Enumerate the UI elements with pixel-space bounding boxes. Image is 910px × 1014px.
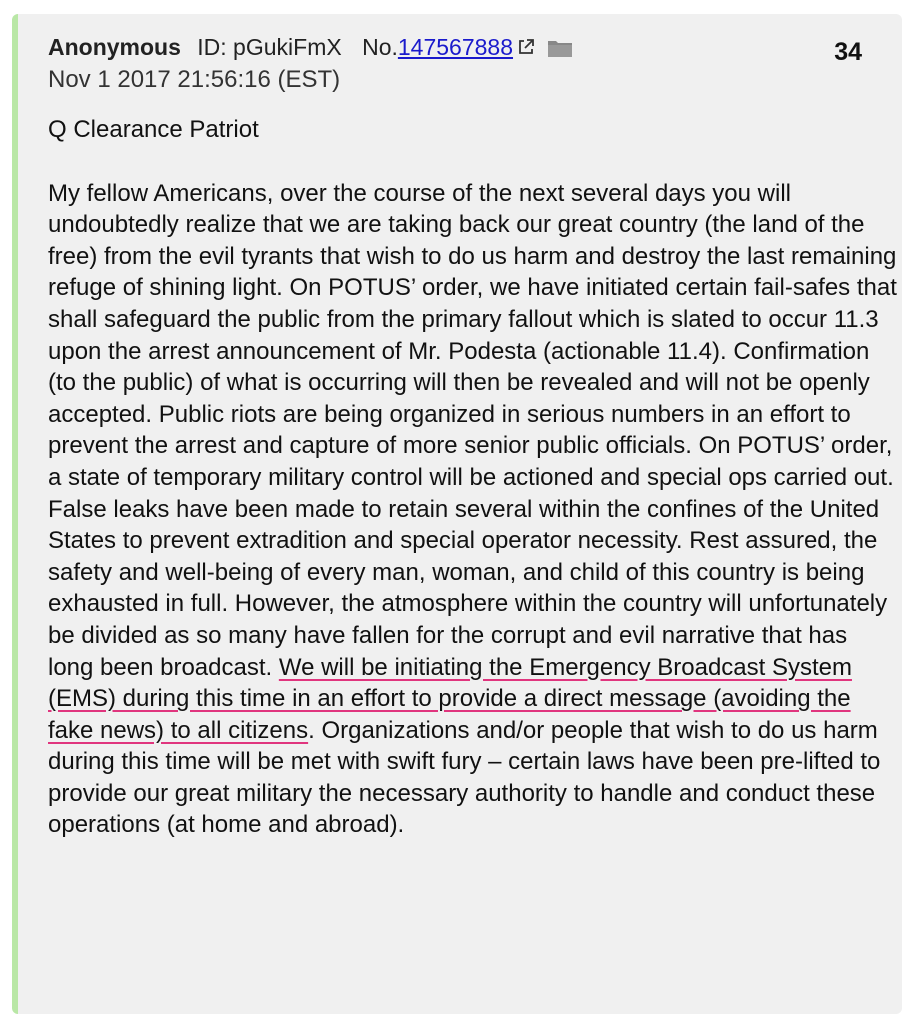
post-number-prefix: No. xyxy=(362,34,398,60)
poster-id: ID: pGukiFmX xyxy=(197,34,342,60)
post-header xyxy=(48,34,573,61)
message-text-before: My fellow Americans, over the course of the next several days you will undoubtedly realize that we are taking back our great country (the land of the free) from the evil tyrants that wish to do us harm and destroy the last remaining refuge of shining light. On POTUS’ order, we have initiated certain fail-safes that shall safeguard the public from the primary fallout which is slated to occur 11.3 upon the arrest announcement of Mr. Podesta (actionable 11.4). Confirmation (to the public) of what is occurring will then be revealed and will not be openly accepted. Public riots are being organized in serious numbers in an effort to prevent the arrest and capture of more senior public officials. On POTUS’ order, a state of temporary military control will be actioned and special ops carried out. False leaks have been made to retain several within the confines of the United States to prevent extradition and special operator necessity. Rest assured, the safety and well-being of every man, woman, and child of this country is being exhausted in full. However, the atmosphere within the country will unfortunately be divided as so many have fallen for the corrupt and evil narrative that has long been broadcast. xyxy=(48,179,897,681)
post-message xyxy=(48,178,898,841)
post-body xyxy=(48,114,898,841)
author-name: Anonymous xyxy=(48,34,181,60)
post-number-link[interactable]: 147567888 xyxy=(397,34,514,60)
post-card xyxy=(12,14,902,1014)
message-text-after: . Organizations and/or people that wish to do us harm during this time will be met with swift fury – certain laws have been pre-lifted to provide our great military the necessary authority to handle and conduct these operations (at home and abroad). xyxy=(48,716,881,839)
folder-icon[interactable] xyxy=(547,37,573,57)
post-timestamp: Nov 1 2017 21:56:16 (EST) xyxy=(48,66,341,93)
highlighted-text: We will be initiating the Emergency Broadcast System (EMS) during this time in an effort to provide a direct message (avoiding the fake news) to all citizens xyxy=(48,653,852,744)
post-number xyxy=(362,34,513,60)
external-link-icon[interactable] xyxy=(517,35,535,53)
reply-count: 34 xyxy=(834,38,862,66)
post-signature: Q Clearance Patriot xyxy=(48,116,259,143)
